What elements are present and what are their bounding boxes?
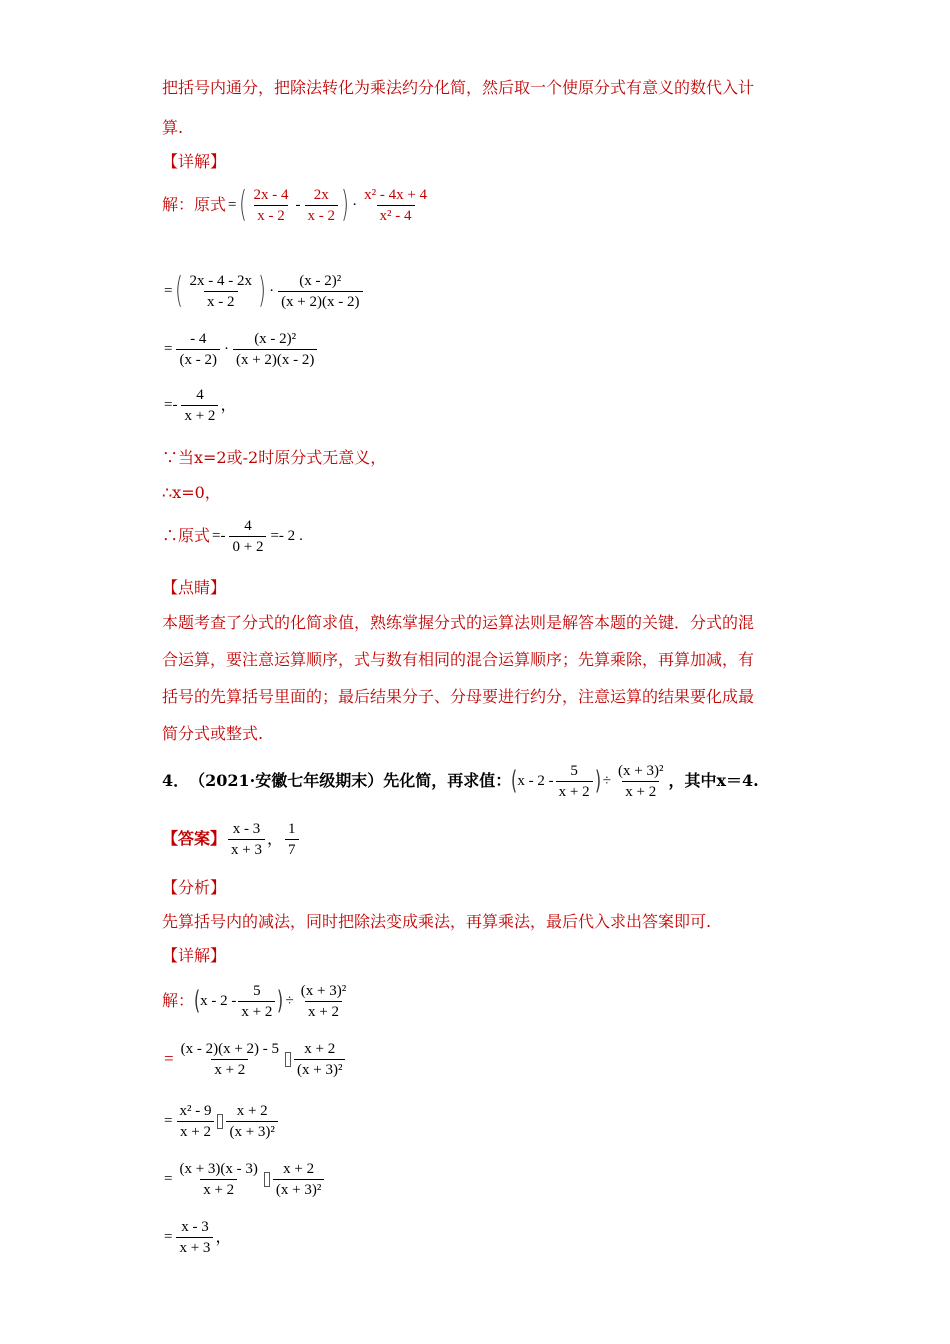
fraction bbox=[187, 271, 256, 312]
fraction bbox=[305, 185, 339, 226]
fraction bbox=[233, 329, 317, 370]
fraction bbox=[176, 1159, 260, 1200]
equals-minus: =- bbox=[212, 528, 226, 544]
fraction bbox=[251, 185, 292, 226]
detail2-step-0 bbox=[162, 978, 351, 1024]
analysis-text: 先算括号内的减法，同时把除法变成乘法，再算乘法，最后代入求出答案即可. bbox=[162, 912, 712, 931]
fraction bbox=[176, 329, 220, 370]
denominator: (x + 3)² bbox=[273, 1179, 324, 1200]
comma: ， bbox=[215, 1227, 232, 1246]
fraction bbox=[238, 981, 275, 1022]
detail2-step-4 bbox=[162, 1214, 231, 1260]
numerator: 4 bbox=[244, 517, 252, 534]
dot-operator: · bbox=[269, 283, 275, 299]
numerator: (x + 3)² bbox=[618, 762, 664, 779]
equals-sign: = bbox=[164, 1171, 173, 1187]
equals-sign: = bbox=[164, 283, 173, 299]
answer-line bbox=[162, 816, 301, 862]
problem-source: （2021·安徽七年级期末）先化简，再求值： bbox=[189, 771, 512, 790]
period: . bbox=[299, 528, 303, 544]
comment-line-2: 合运算，要注意运算顺序，式与数有相同的混合运算顺序；先算乘除，再算加减，有 bbox=[162, 650, 755, 669]
fraction bbox=[178, 1039, 282, 1080]
left-paren: ( bbox=[511, 766, 518, 796]
denominator: 0 + 2 bbox=[229, 536, 266, 557]
left-paren: ( bbox=[239, 184, 248, 225]
expr-lead: x - 2 - bbox=[200, 993, 237, 1009]
equals-sign: = bbox=[164, 341, 173, 357]
divide-sign: ÷ bbox=[285, 993, 294, 1009]
comment-heading: 【点睛】 bbox=[162, 578, 227, 597]
expr-lead: x - 2 - bbox=[517, 773, 554, 789]
equals-minus: =- bbox=[164, 397, 178, 413]
fraction bbox=[176, 1217, 213, 1258]
denominator: x + 2 bbox=[556, 781, 593, 802]
numerator: x² - 9 bbox=[179, 1102, 212, 1119]
placeholder-glyph bbox=[285, 1052, 291, 1067]
fraction bbox=[294, 1039, 345, 1080]
denominator: (x - 2) bbox=[176, 349, 220, 370]
final-label: ∴原式 bbox=[162, 526, 211, 545]
numerator: (x + 3)(x - 3) bbox=[179, 1160, 258, 1177]
numerator: x + 2 bbox=[304, 1040, 336, 1057]
detail2-heading: 【详解】 bbox=[162, 946, 227, 965]
left-paren: ( bbox=[175, 270, 184, 311]
detail-heading: 【详解】 bbox=[162, 152, 227, 171]
denominator: x + 2 bbox=[200, 1179, 237, 1200]
numerator: 2x - 4 bbox=[253, 186, 289, 203]
solution-step-1 bbox=[162, 266, 365, 316]
numerator: (x - 2)² bbox=[299, 272, 342, 289]
numerator: 2x bbox=[313, 186, 329, 203]
fraction bbox=[298, 981, 349, 1022]
numerator: 1 bbox=[288, 820, 296, 837]
detail2-step-1 bbox=[162, 1036, 347, 1082]
intro-line-2: 算. bbox=[162, 118, 184, 137]
problem-tail: ，其中x＝4. bbox=[668, 771, 759, 790]
fraction bbox=[278, 271, 362, 312]
solution-label: 解： bbox=[162, 991, 195, 1010]
denominator: x - 2 bbox=[305, 205, 339, 226]
numerator: x + 2 bbox=[236, 1102, 268, 1119]
numerator: (x - 2)(x + 2) - 5 bbox=[180, 1040, 280, 1057]
fraction bbox=[226, 1101, 277, 1142]
denominator: x² - 4 bbox=[377, 205, 415, 226]
final-result-line bbox=[162, 512, 305, 560]
numerator: - 4 bbox=[190, 330, 207, 347]
numerator: (x + 3)² bbox=[300, 982, 347, 999]
solution-step-2 bbox=[162, 326, 319, 372]
equals-sign: = bbox=[164, 1113, 173, 1129]
numerator: (x - 2)² bbox=[254, 330, 297, 347]
denominator: x + 2 bbox=[305, 1001, 342, 1022]
placeholder-glyph bbox=[264, 1172, 270, 1187]
placeholder-glyph bbox=[217, 1114, 223, 1129]
denominator: (x + 2)(x - 2) bbox=[233, 349, 317, 370]
comment-line-4: 简分式或整式. bbox=[162, 724, 264, 743]
dot-operator: · bbox=[223, 341, 229, 357]
denominator: x + 2 bbox=[622, 781, 659, 802]
solution-step-0 bbox=[162, 180, 432, 230]
detail2-step-3 bbox=[162, 1156, 326, 1202]
equals-sign: = bbox=[228, 197, 237, 213]
numerator: 4 bbox=[196, 386, 204, 403]
denominator: x - 2 bbox=[204, 291, 238, 312]
solution-step-3 bbox=[162, 382, 236, 428]
fraction bbox=[285, 819, 299, 860]
because-line: ∵当x=2或-2时原分式无意义， bbox=[162, 448, 387, 467]
numerator: x - 3 bbox=[181, 1218, 209, 1235]
denominator: x + 2 bbox=[177, 1121, 214, 1142]
denominator: x + 2 bbox=[181, 405, 218, 426]
fraction bbox=[229, 516, 266, 557]
comment-line-1: 本题考查了分式的化简求值，熟练掌握分式的运算法则是解答本题的关键．分式的混 bbox=[162, 613, 755, 632]
divide-sign: ÷ bbox=[602, 773, 612, 789]
numerator: 5 bbox=[570, 762, 578, 779]
denominator: x + 2 bbox=[238, 1001, 275, 1022]
answer-label: 【答案】 bbox=[162, 829, 227, 848]
intro-line-1: 把括号内通分，把除法转化为乘法约分化简，然后取一个使原分式有意义的数代入计 bbox=[162, 78, 755, 97]
numerator: 5 bbox=[253, 982, 261, 999]
solution-label: 解：原式 bbox=[162, 195, 227, 214]
comment-line-3: 括号的先算括号里面的；最后结果分子、分母要进行约分，注意运算的结果要化成最 bbox=[162, 687, 755, 706]
fraction bbox=[228, 819, 265, 860]
minus-sign: - bbox=[295, 197, 301, 213]
numerator: 2x - 4 - 2x bbox=[189, 272, 253, 289]
numerator: x + 2 bbox=[283, 1160, 315, 1177]
problem-expression bbox=[511, 761, 668, 802]
fraction bbox=[176, 1101, 214, 1142]
detail2-step-2 bbox=[162, 1098, 280, 1144]
fraction bbox=[556, 761, 593, 802]
denominator: (x + 2)(x - 2) bbox=[278, 291, 362, 312]
denominator: (x + 3)² bbox=[226, 1121, 277, 1142]
analysis-heading: 【分析】 bbox=[162, 878, 227, 897]
fraction bbox=[361, 185, 430, 226]
equals-sign: = bbox=[164, 1229, 173, 1245]
denominator: 7 bbox=[285, 839, 299, 860]
left-paren: ( bbox=[194, 986, 201, 1016]
right-paren: ) bbox=[258, 270, 266, 311]
problem-number: 4． bbox=[162, 771, 190, 790]
comma: ， bbox=[220, 395, 237, 414]
final-value: =- 2 bbox=[270, 528, 296, 544]
numerator: x² - 4x + 4 bbox=[364, 186, 428, 203]
denominator: x + 2 bbox=[211, 1059, 248, 1080]
right-paren: ) bbox=[594, 766, 601, 796]
fraction bbox=[273, 1159, 324, 1200]
therefore-line: ∴x=0， bbox=[162, 483, 221, 502]
right-paren: ) bbox=[341, 184, 349, 225]
denominator: x + 3 bbox=[176, 1237, 213, 1258]
denominator: (x + 3)² bbox=[294, 1059, 345, 1080]
right-paren: ) bbox=[277, 986, 284, 1016]
fraction bbox=[615, 761, 666, 802]
equals-sign: = bbox=[164, 1049, 174, 1068]
dot-operator: · bbox=[352, 197, 358, 213]
fraction bbox=[181, 385, 218, 426]
comma: ， bbox=[266, 829, 283, 848]
denominator: x + 3 bbox=[228, 839, 265, 860]
problem-4 bbox=[162, 758, 759, 804]
numerator: x - 3 bbox=[232, 820, 261, 837]
denominator: x - 2 bbox=[254, 205, 288, 226]
